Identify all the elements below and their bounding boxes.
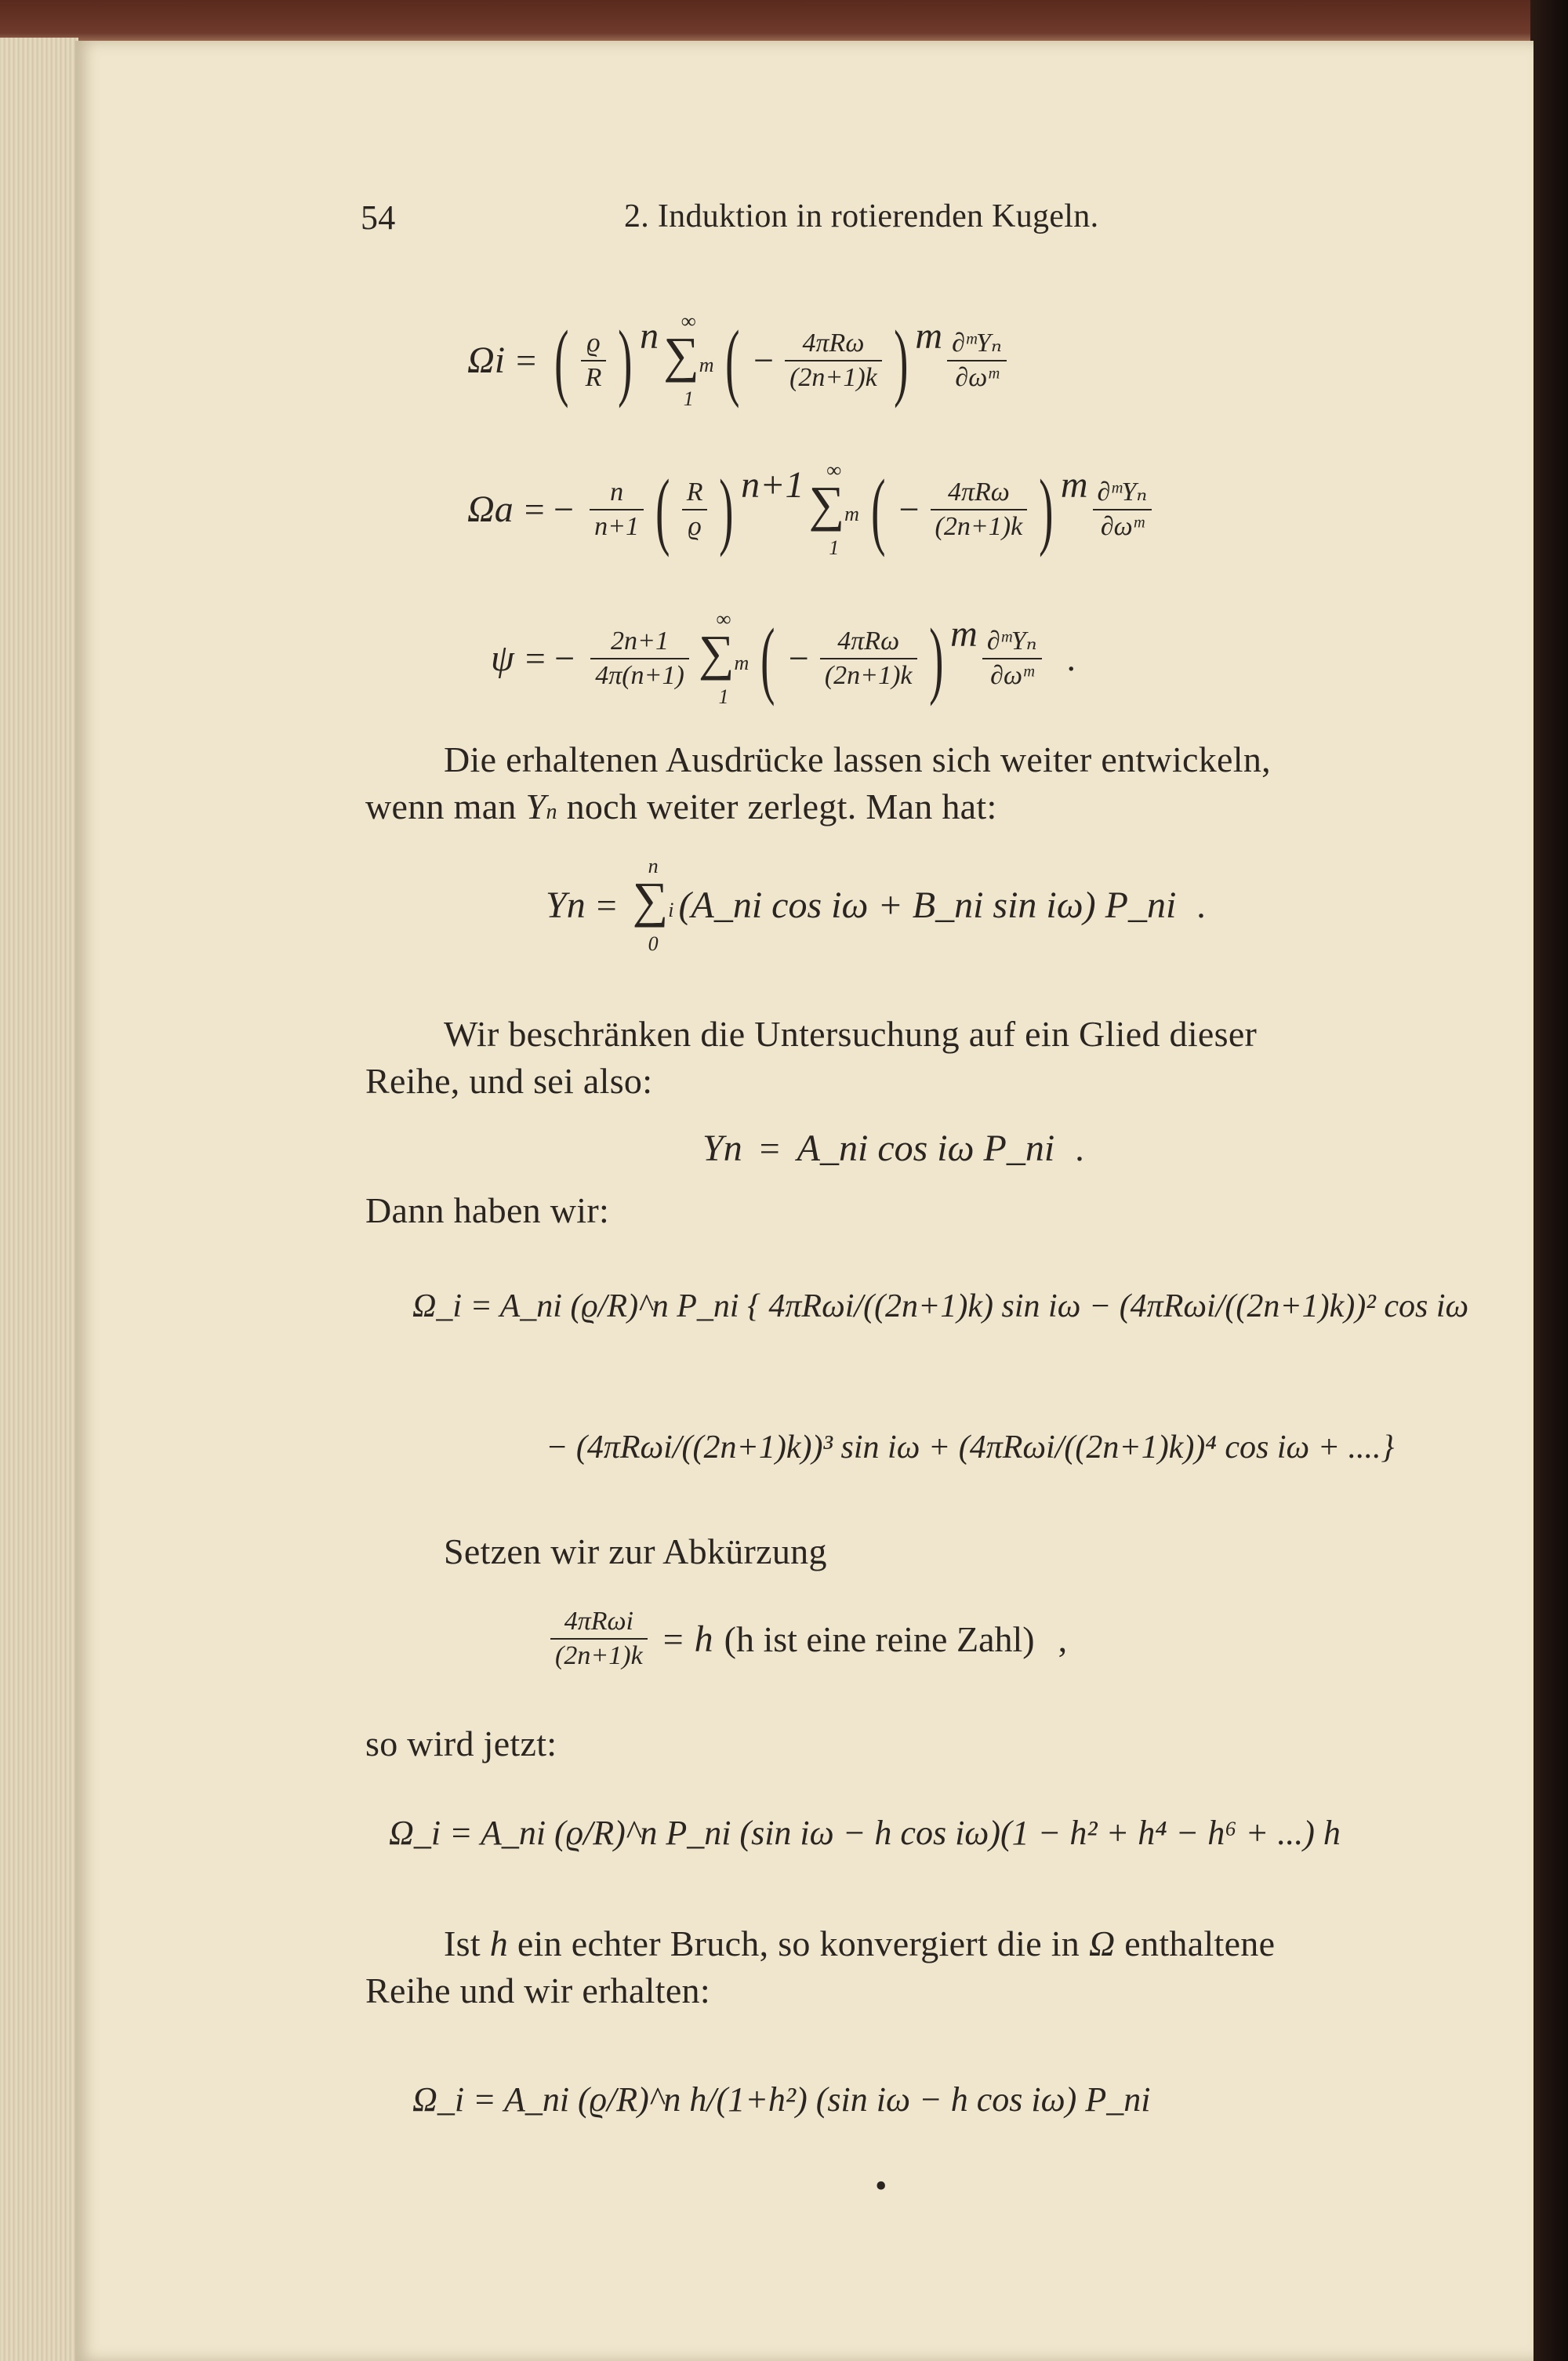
- equation-h-definition: $\frac{\text{4πRωi}}{(2n+1)k}$ = h (h ist eine reine Zahl) ,: [546, 1605, 1067, 1673]
- paragraph-1-line-2: wenn man Yn noch weiter zerlegt. Man hat:: [365, 786, 997, 826]
- prefactor-fraction: $\frac{2n+1}{4\pi(n+1)}$: [590, 625, 689, 692]
- sum-symbol: ∞ ∑m 1: [808, 459, 859, 559]
- coef-fraction: $\frac{\text{4πRω}}{(2n+1)k}$: [785, 327, 882, 394]
- derivative-fraction: $\frac{\text{∂ᵐYₙ}}{\text{∂ωᵐ}}$: [1093, 476, 1152, 543]
- paragraph-1-line-1: Die erhaltenen Ausdrücke lassen sich weiter entwickeln,: [444, 739, 1271, 779]
- coef-fraction: $\frac{\text{4πRω}}{(2n+1)k}$: [820, 625, 917, 692]
- ratio-fraction: $\frac{R}{ϱ}$: [682, 476, 708, 543]
- equation-yn-single: Y n = A_ni cos iω P_ni .: [702, 1128, 1084, 1169]
- sum-symbol: n ∑i 0: [632, 855, 674, 955]
- coef-fraction: $\frac{\text{4πRω}}{(2n+1)k}$: [931, 476, 1028, 543]
- equation-omega-i-series: Ω i = ( $\frac{ϱ}{R}$ ) n ∞ ∑m 1 ( − $\frac{\text{4πRω}}{(2n+1)k}$ ) m $\frac{\text{∂ᵐYₙ}}{\text{∂ωᵐ}}$: [467, 311, 1011, 409]
- equation-omega-i-h-series: Ω_i = A_ni (ϱ/R)^n P_ni (sin iω − h cos iω)(1 − h² + h⁴ − h⁶ + ...) h: [389, 1814, 1341, 1852]
- paragraph-2-line-1: Wir beschränken die Untersuchung auf ein Glied dieser: [444, 1014, 1258, 1054]
- running-head: 2. Induktion in rotierenden Kugeln.: [624, 198, 1099, 234]
- eq-lhs-sub: i: [494, 340, 506, 381]
- derivative-fraction: $\frac{\text{∂ᵐYₙ}}{\text{∂ωᵐ}}$: [982, 625, 1042, 692]
- sum-symbol: ∞ ∑m 1: [698, 608, 750, 708]
- ratio-fraction: $\frac{ϱ}{R}$: [581, 327, 607, 394]
- paragraph-6-line-2: Reihe und wir erhalten:: [365, 1971, 710, 2010]
- paragraph-4: Setzen wir zur Abkürzung: [444, 1531, 827, 1571]
- paragraph-6-line-1: Ist h ein echter Bruch, so konvergiert die in Ω enthaltene: [444, 1923, 1276, 1963]
- derivative-fraction: $\frac{\text{∂ᵐYₙ}}{\text{∂ωᵐ}}$: [947, 327, 1007, 394]
- page-stack-edge: [0, 38, 78, 2361]
- book-binding-right: [1530, 0, 1568, 2361]
- equation-omega-i-expanded-line-2: − (4πRωi/((2n+1)k))³ sin iω + (4πRωi/((2n+1)k))⁴ cos iω + ....}: [546, 1429, 1395, 1466]
- equation-psi-series: ψ = − $\frac{2n+1}{4\pi(n+1)}$ ∞ ∑m 1 ( − $\frac{\text{4πRω}}{(2n+1)k}$ ) m $\frac{\text{∂ᵐYₙ}}{\text{∂ωᵐ}}$ .: [491, 608, 1076, 708]
- prefactor-fraction: $\frac{n}{n+1}$: [590, 476, 644, 543]
- book-page: [75, 41, 1534, 2361]
- sum-symbol: ∞ ∑m 1: [663, 310, 714, 410]
- paragraph-5: so wird jetzt:: [365, 1724, 557, 1763]
- page-number: 54: [361, 198, 396, 237]
- eq-lhs: Ω: [467, 340, 495, 381]
- paragraph-2-line-2: Reihe, und sei also:: [365, 1061, 653, 1101]
- book-binding-top: [0, 0, 1568, 47]
- equation-omega-i-closed: Ω_i = A_ni (ϱ/R)^n h/(1+h²) (sin iω − h cos iω) P_ni: [412, 2080, 1151, 2119]
- equation-omega-i-expanded-line-1: Ω_i = A_ni (ϱ/R)^n P_ni { 4πRωi/((2n+1)k) sin iω − (4πRωi/((2n+1)k))² cos iω: [412, 1288, 1469, 1324]
- h-fraction: $\frac{\text{4πRωi}}{(2n+1)k}$: [550, 1605, 648, 1673]
- closing-dot: •: [875, 2167, 887, 2205]
- equation-yn-sum: Y n = n ∑i 0 (A_ni cos iω + B_ni sin iω) P_ni .: [546, 855, 1206, 955]
- paragraph-3: Dann haben wir:: [365, 1190, 610, 1230]
- equation-omega-a-series: Ω a = − $\frac{n}{n+1}$ ( $\frac{R}{ϱ}$ ) n+1 ∞ ∑m 1 ( − $\frac{\text{4πRω}}{(2n+1)k}$ ) m $\frac{\text{∂ᵐYₙ}}{\text{∂ωᵐ}}$: [467, 460, 1156, 558]
